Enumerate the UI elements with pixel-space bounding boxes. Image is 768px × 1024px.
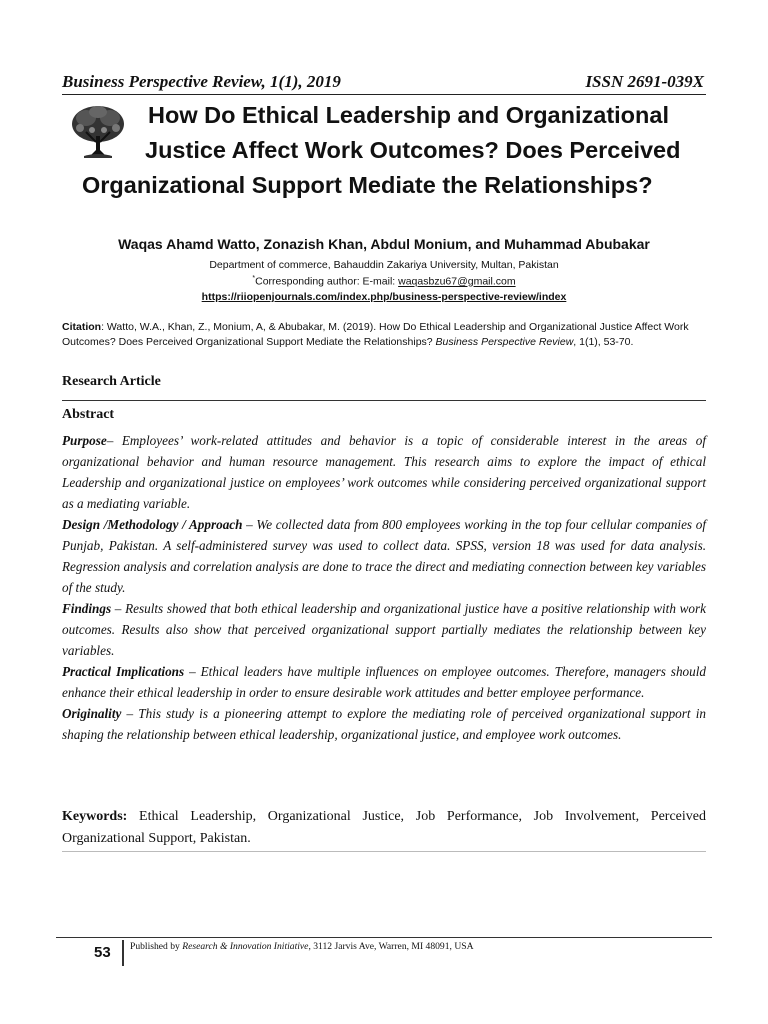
page-number: 53	[94, 944, 111, 961]
citation-journal: Business Perspective Review	[435, 336, 574, 348]
corresponding-prefix: Corresponding author: E-mail:	[255, 275, 399, 288]
keywords-text: Ethical Leadership, Organizational Justice, Job Performance, Job Involvement, Perceived Organizational Support, Pakistan.	[62, 809, 706, 846]
abstract-body	[62, 430, 706, 745]
title-line-2: Justice Affect Work Outcomes? Does Perceived	[145, 137, 681, 163]
department: Department of commerce, Bahauddin Zakariya University, Multan, Pakistan	[209, 259, 559, 271]
article-type: Research Article	[62, 374, 161, 389]
citation-label: Citation	[62, 321, 102, 333]
published-prefix: Published by	[130, 941, 183, 952]
citation-pages: , 1(1), 53-70.	[573, 336, 634, 348]
implications-text: – Ethical leaders have multiple influences on employee outcomes. Therefore, managers should enhance their ethical leadership in order to ensure desirable work attitudes and better employee performance.	[62, 664, 706, 700]
abstract-findings	[62, 598, 706, 661]
abstract-heading: Abstract	[62, 407, 115, 422]
originality-text: – This study is a pioneering attempt to explore the mediating role of perceived organizational support in shaping the relationship between ethical leadership, organizational justice, and employee work outcomes.	[62, 706, 706, 742]
abstract-design	[62, 514, 706, 598]
keywords	[62, 806, 706, 850]
journal-url-link[interactable]: https://riiopenjournals.com/index.php/business-perspective-review/index	[201, 291, 567, 303]
purpose-label: Purpose	[62, 433, 107, 448]
findings-text: – Results showed that both ethical leadership and organizational justice have a positive relationship with work outcomes. Results also show that perceived organizational support partially mediates the relationship between key variables.	[62, 601, 706, 658]
divider	[62, 400, 706, 401]
purpose-text: – Employees’ work-related attitudes and behavior is a topic of considerable interest in the areas of organizational behavior and human resource management. This research aims to explore the impact of ethical Leadership and organizational justice on employees’ work outcomes while considering perceived organizational support as a mediating variable.	[62, 433, 706, 511]
publisher-name: Research & Innovation Initiative	[182, 941, 309, 952]
implications-label: Practical Implications	[62, 664, 185, 679]
journal-name: Business Perspective Review, 1(1), 2019	[62, 72, 341, 91]
footer-divider	[56, 937, 712, 938]
journal-header	[62, 72, 706, 95]
issn: ISSN 2691-039X	[585, 72, 704, 91]
corresponding-author	[0, 275, 768, 288]
abstract-purpose	[62, 430, 706, 514]
abstract-implications	[62, 661, 706, 703]
email-link[interactable]: waqasbzu67@gmail.com	[398, 275, 516, 288]
citation	[62, 320, 706, 350]
footer-separator	[122, 940, 124, 966]
divider	[62, 851, 706, 852]
title-line-1: How Do Ethical Leadership and Organizational	[148, 102, 669, 128]
paper-title	[70, 98, 758, 203]
design-label: Design /Methodology / Approach	[62, 517, 243, 532]
authors: Waqas Ahamd Watto, Zonazish Khan, Abdul Monium, and Muhammad Abubakar	[118, 236, 650, 252]
keywords-label: Keywords:	[62, 809, 128, 824]
design-text: – We collected data from 800 employees working in the top four cellular companies of Punjab, Pakistan. A self-administered survey was used to collect data. SPSS, version 18 was used for data analysis. Regression analysis and correlation analysis are done to trace the direct and mediating connection between key variables of the study.	[62, 517, 706, 595]
originality-label: Originality	[62, 706, 122, 721]
publisher-line	[130, 941, 474, 952]
corresponding-mark: *	[252, 275, 256, 282]
title-line-3: Organizational Support Mediate the Relationships?	[82, 172, 653, 198]
citation-text: : Watto, W.A., Khan, Z., Monium, A, & Abubakar, M. (2019). How Do Ethical Leadership and Organizational Justice Affect Work Outcomes? Does Perceived Organizational Support Mediate the Relationships?	[62, 321, 689, 348]
findings-label: Findings	[62, 601, 112, 616]
publisher-address: , 3112 Jarvis Ave, Warren, MI 48091, USA	[308, 941, 474, 952]
abstract-originality	[62, 703, 706, 745]
